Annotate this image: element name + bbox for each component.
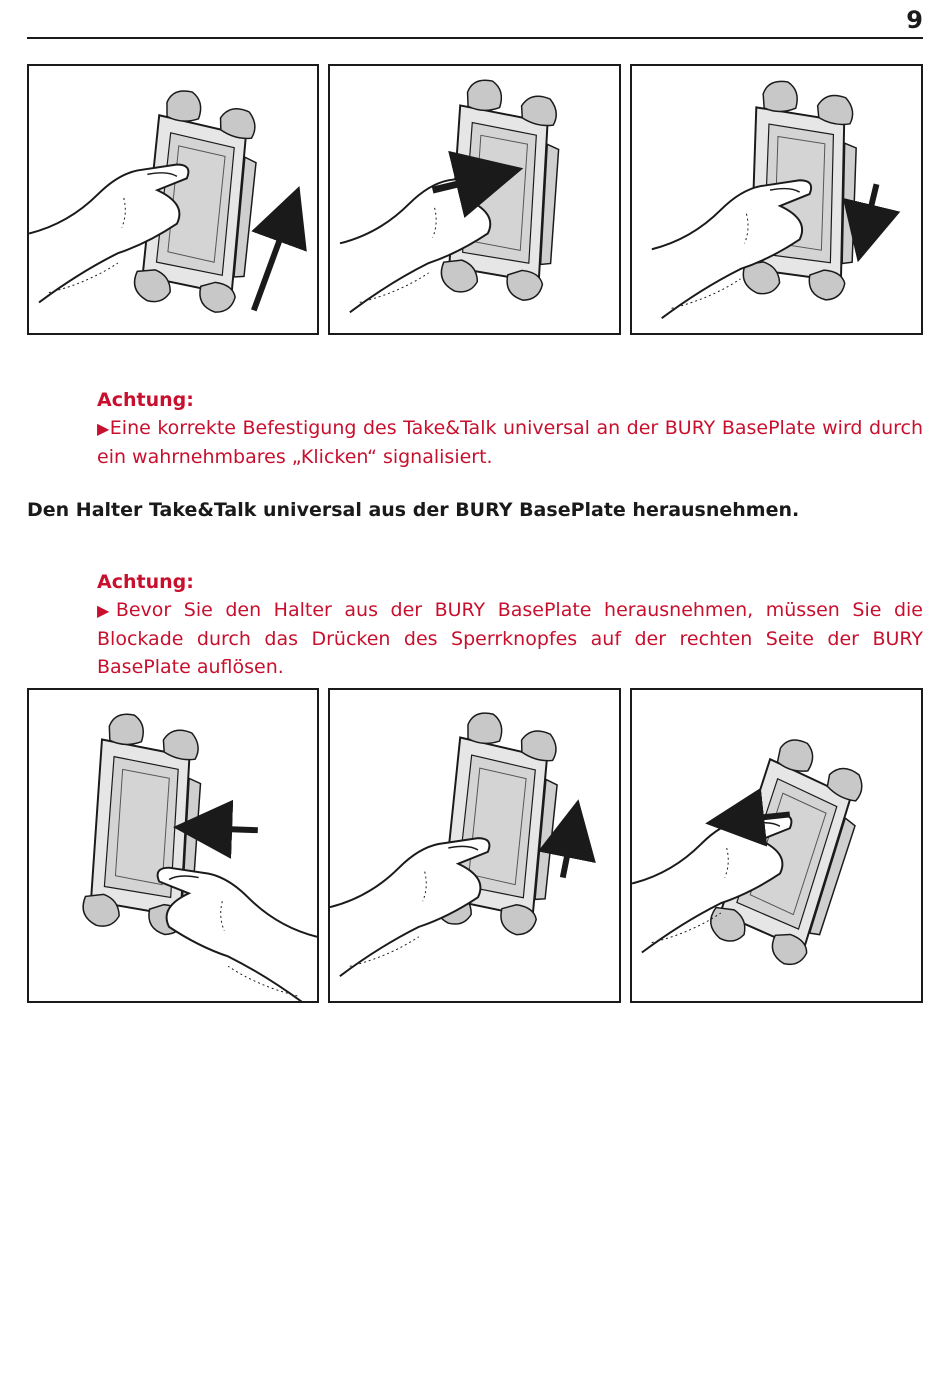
triangle-bullet-icon: ▶	[97, 419, 110, 438]
illustration-remove-step-3	[630, 688, 923, 1003]
illustration-insert-step-3	[630, 64, 923, 335]
triangle-bullet-icon: ▶	[97, 601, 116, 620]
note-title: Achtung:	[97, 389, 194, 411]
illustration-insert-step-1	[27, 64, 319, 335]
note-click-confirmation	[97, 386, 923, 471]
note-title: Achtung:	[97, 571, 194, 593]
arrow-up-icon	[563, 828, 573, 877]
header-rule	[27, 37, 923, 39]
illustration-remove-step-2	[328, 688, 621, 1003]
page-number: 9	[906, 6, 923, 34]
note-body	[97, 414, 923, 471]
note-text: Eine korrekte Befestigung des Take&Talk universal an der BURY BasePlate wird durch ein wahrnehmbares „Klicken“ signalisiert.	[97, 417, 923, 468]
arrow-up-icon	[254, 214, 289, 311]
illustration-remove-step-1	[27, 688, 319, 1003]
arrow-down-icon	[865, 184, 877, 233]
section-heading: Den Halter Take&Talk universal aus der BURY BasePlate herausnehmen.	[27, 499, 800, 521]
note-release-lock	[97, 568, 923, 681]
note-body	[97, 596, 923, 681]
note-text: Bevor Sie den Halter aus der BURY BasePlate herausnehmen, müssen Sie die Blockade durch das Drücken des Sperrknopfes auf der rechten Seite der BURY BasePlate auflösen.	[97, 599, 923, 678]
arrow-left-icon	[203, 828, 258, 830]
illustration-insert-step-2	[328, 64, 621, 335]
